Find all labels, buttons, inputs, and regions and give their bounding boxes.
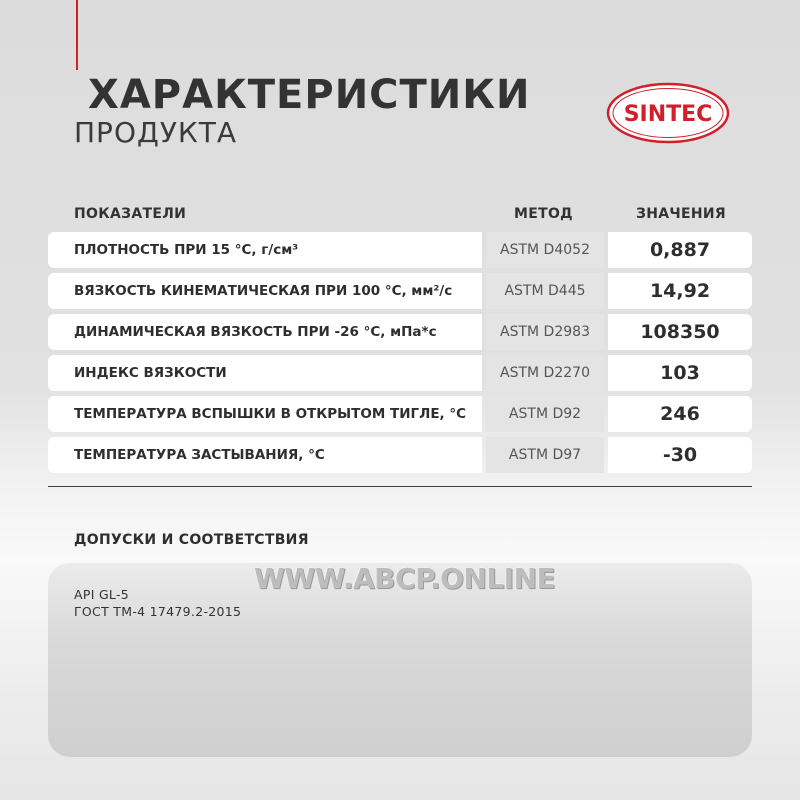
row-method: ASTM D92 [486,396,604,432]
row-name: ПЛОТНОСТЬ ПРИ 15 °С, г/см³ [48,232,482,268]
row-name: ДИНАМИЧЕСКАЯ ВЯЗКОСТЬ ПРИ -26 °С, мПа*с [48,314,482,350]
table-row [48,314,752,350]
row-name: ТЕМПЕРАТУРА ВСПЫШКИ В ОТКРЫТОМ ТИГЛЕ, °С [48,396,482,432]
table-row [48,355,752,391]
table-row [48,437,752,473]
row-value: 0,887 [608,232,752,268]
approval-item: ГОСТ ТМ-4 17479.2-2015 [74,604,242,619]
row-method: ASTM D2270 [486,355,604,391]
approvals-heading: ДОПУСКИ И СООТВЕТСТВИЯ [74,532,309,548]
row-method: ASTM D445 [486,273,604,309]
row-value: 14,92 [608,273,752,309]
column-header-name: ПОКАЗАТЕЛИ [74,206,187,222]
column-header-value: ЗНАЧЕНИЯ [636,206,726,222]
table-row [48,396,752,432]
watermark: WWW.ABCP.ONLINE [254,562,556,595]
page-subtitle: ПРОДУКТА [74,116,238,149]
row-value: 103 [608,355,752,391]
row-method: ASTM D97 [486,437,604,473]
logo-text: SINTEC [623,102,713,127]
page-title: ХАРАКТЕРИСТИКИ [88,72,531,118]
section-divider [48,486,752,487]
row-method: ASTM D4052 [486,232,604,268]
row-name: ТЕМПЕРАТУРА ЗАСТЫВАНИЯ, °С [48,437,482,473]
sintec-logo [606,82,730,144]
row-name: ИНДЕКС ВЯЗКОСТИ [48,355,482,391]
row-name: ВЯЗКОСТЬ КИНЕМАТИЧЕСКАЯ ПРИ 100 °С, мм²/с [48,273,482,309]
column-header-method: МЕТОД [514,206,573,222]
row-value: -30 [608,437,752,473]
table-row [48,273,752,309]
accent-line [76,0,78,70]
table-row [48,232,752,268]
row-value: 246 [608,396,752,432]
approval-item: API GL-5 [74,587,130,602]
row-method: ASTM D2983 [486,314,604,350]
row-value: 108350 [608,314,752,350]
